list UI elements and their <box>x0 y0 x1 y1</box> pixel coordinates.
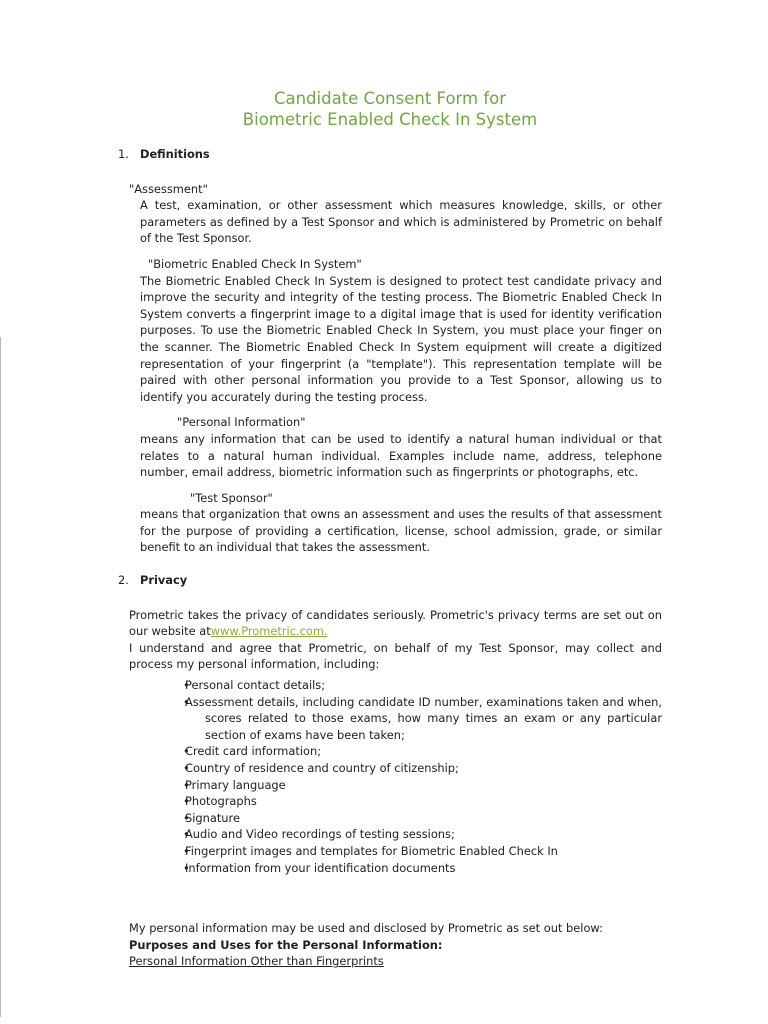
definition-term: "Test Sponsor" <box>190 490 273 505</box>
definition-assessment <box>118 181 662 247</box>
closing-statement: My personal information may be used and disclosed by Prometric as set out below: <box>129 921 603 936</box>
definition-body: A test, examination, or other assessment which measures knowledge, skills, or other parameters as defined by a Test Sponsor and which is administered by Prometric on behalf of the Test Sponsor. <box>140 198 662 246</box>
purposes-heading: Purposes and Uses for the Personal Information: <box>129 937 443 952</box>
personal-info-subheading: Personal Information Other than Fingerprints <box>129 954 384 969</box>
definitions-section-heading: Definitions <box>140 147 210 161</box>
section-definitions <box>118 146 662 556</box>
section-privacy <box>118 572 662 970</box>
list-item: • Assessment details, including candidate ID number, examinations taken and when, scores related to those exams, how many times an exam or any particular section of exams have been taken; <box>165 694 662 744</box>
definition-body: means any information that can be used to identify a natural human individual or that relates to a natural human individual. Examples include name, address, telephone number, email address, biometric information such as fingerprints or photographs, etc. <box>140 431 662 480</box>
list-item: • Audio and Video recordings of testing sessions; <box>165 826 662 843</box>
list-item: • Credit card information; <box>165 743 662 760</box>
definition-term: "Assessment" <box>129 181 208 196</box>
definition-term: "Biometric Enabled Check In System" <box>148 256 362 271</box>
definition-personal-information <box>118 414 662 480</box>
list-item: • Fingerprint images and templates for Biometric Enabled Check In <box>165 843 662 860</box>
list-item: • Personal contact details; <box>165 677 662 694</box>
definition-term: "Personal Information" <box>177 415 306 430</box>
privacy-paragraph-1-text: Prometric takes the privacy of candidates seriously. Prometric's privacy terms are set out on our website at <box>129 607 662 639</box>
privacy-heading-row <box>118 572 662 589</box>
definitions-heading-row <box>118 146 662 163</box>
prometric-website-link[interactable]: www.Prometric.com. <box>210 624 328 639</box>
definition-body: means that organization that owns an assessment and uses the results of that assessment for the purpose of providing a certification, license, school admission, grade, or similar benefit to an individual that takes the assessment. <box>140 507 662 555</box>
definition-body: The Biometric Enabled Check In System is designed to protect test candidate privacy and improve the security and integrity of the testing process. The Biometric Enabled Check In System converts a fingerprint image to a digital image that is used for identity verification purposes. To use the Biometric Enabled Check In System, you must place your finger on the scanner. The Biometric Enabled Check In System equipment will create a digitized representation of your fingerprint (a "template"). This representation template will be paired with other personal information you provide to a Test Sponsor, allowing us to identify you accurately during the testing process. <box>140 273 662 404</box>
privacy-paragraph-1 <box>129 607 662 640</box>
list-item: • Information from your identification documents <box>165 860 662 877</box>
definition-test-sponsor <box>118 490 662 556</box>
list-item: • Photographs <box>165 793 662 810</box>
title-line-2: Biometric Enabled Check In System <box>242 110 538 129</box>
definitions-section-number: 1. <box>118 147 129 161</box>
definition-biometric-system <box>118 256 662 405</box>
list-item: • Primary language <box>165 777 662 794</box>
document-content <box>118 88 662 970</box>
title-line-1: Candidate Consent Form for <box>273 89 507 108</box>
privacy-paragraph-2: I understand and agree that Prometric, on behalf of my Test Sponsor, may collect and process my personal information, including: <box>129 640 662 672</box>
list-item: • Country of residence and country of citizenship; <box>165 760 662 777</box>
closing-block <box>129 920 662 970</box>
personal-information-list <box>118 677 662 876</box>
privacy-section-number: 2. <box>118 573 129 588</box>
privacy-section-heading: Privacy <box>140 573 188 588</box>
page-edge-line <box>0 337 1 1017</box>
list-item: • Signature <box>165 810 662 827</box>
document-title <box>118 88 662 130</box>
